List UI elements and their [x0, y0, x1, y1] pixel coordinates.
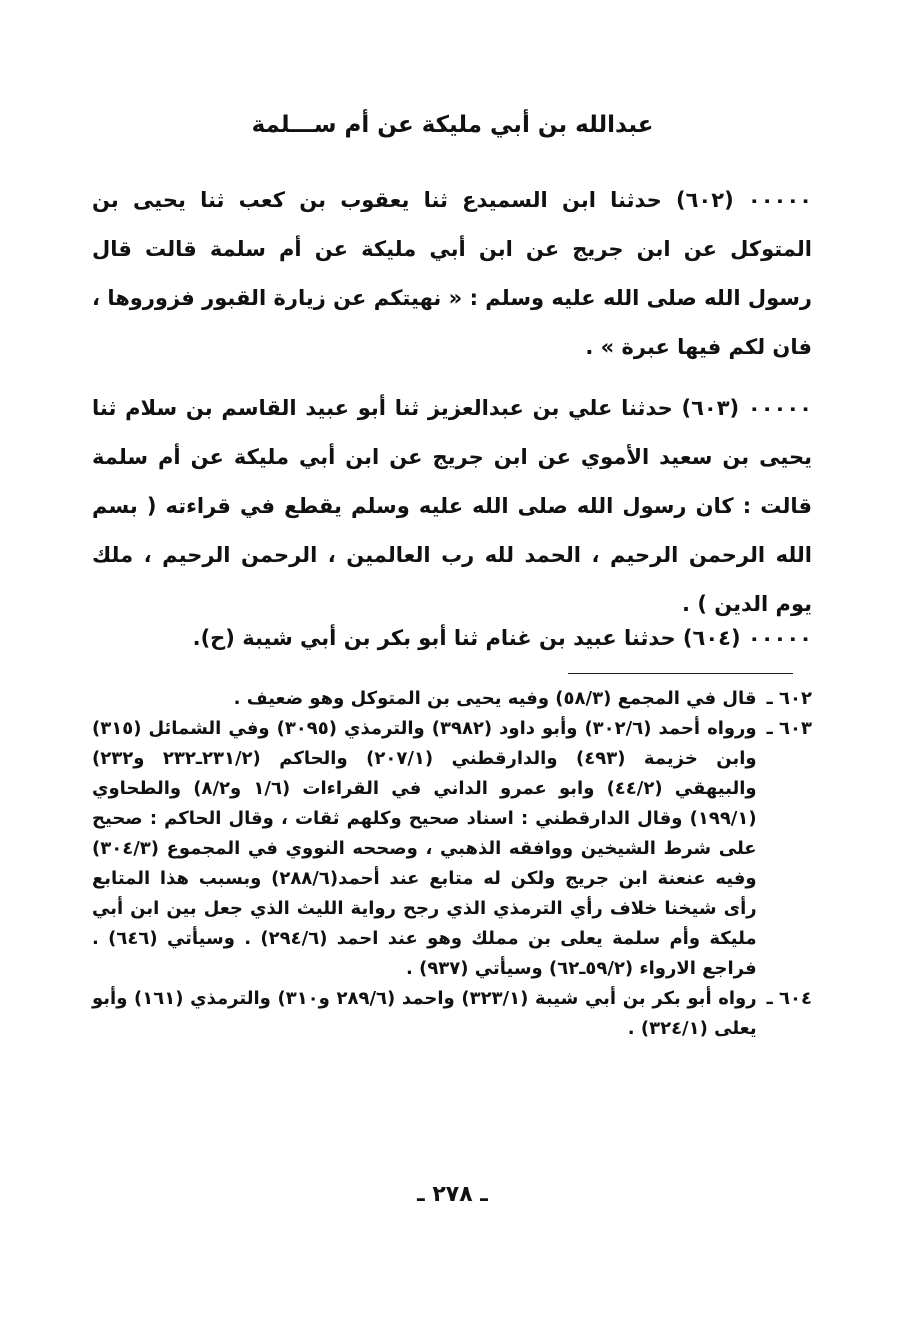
footnote-602: [92, 684, 812, 714]
footnote-text: قال في المجمع (٥٨/٣) وفيه يحيى بن المتوكل وهو ضعيف .: [233, 688, 757, 709]
footnote-number: ٦٠٢ ـ: [766, 688, 812, 709]
footnotes: [92, 684, 812, 1044]
chapter-heading: عبدالله بن أبي مليكة عن أم ســـلمة: [251, 112, 654, 138]
hadith-602: ٠٠٠٠٠ (٦٠٢) حدثنا ابن السميدع ثنا يعقوب بن كعب ثنا يحيى بن المتوكل عن ابن جريج عن ابن أبي مليكة عن أم سلمة قالت قال رسول الله صلى الله عليه وسلم : « نهيتكم عن زيارة القبور فزوروها ، فان لكم فيها عبرة » .: [92, 188, 812, 359]
footnote-divider: [568, 673, 793, 674]
footnote-603: [92, 714, 812, 984]
footnote-text: ورواه أحمد (٣٠٢/٦) وأبو داود (٣٩٨٢) والترمذي (٣٠٩٥) وفي الشمائل (٣١٥) وابن خزيمة (٤٩٣) والدارقطني (٢٠٧/١) والحاكم (٢٣١/٢ـ٢٣٢ و٢٣٢) والبيهقي (٤٤/٢) وابو عمرو الداني في القراءات (١/٦ و٨/٢) والطحاوي (١٩٩/١) وقال الدارقطني : اسناد صحيح وكلهم ثقات ، وقال الحاكم : صحيح على شرط الشيخين ووافقه الذهبي ، وصححه النووي في المجموع (٣٠٤/٣) وفيه عنعنة ابن جريج ولكن له متابع عند أحمد(٢٨٨/٦) وبسبب هذا المتابع رأى شيخنا خلاف رأي الترمذي الذي رجح رواية الليث الذي جعل بين ابن أبي مليكة وأم سلمة يعلى بن مملك وهو عند احمد (٢٩٤/٦) . وسيأتي (٦٤٦) . فراجع الارواء (٥٩/٢ـ٦٢) وسيأتي (٩٣٧) .: [92, 718, 757, 979]
footnote-604: [92, 984, 812, 1044]
footnote-number: ٦٠٣ ـ: [766, 718, 812, 739]
hadith-603: ٠٠٠٠٠ (٦٠٣) حدثنا علي بن عبدالعزيز ثنا أبو عبيد القاسم بن سلام ثنا يحيى بن سعيد الأموي عن ابن جريج عن ابن أبي مليكة عن أم سلمة قالت : كان رسول الله صلى الله عليه وسلم يقطع في قراءته ( بسم الله الرحمن الرحيم ، الحمد لله رب العالمين ، الرحمن الرحيم ، ملك يوم الدين ) .: [92, 396, 812, 616]
hadith-604: ٠٠٠٠٠ (٦٠٤) حدثنا عبيد بن غنام ثنا أبو بكر بن أبي شيبة (ح).: [192, 626, 812, 650]
page-number: ـ ٢٧٨ ـ: [417, 1182, 488, 1207]
footnote-text: رواه أبو بكر بن أبي شيبة (٣٢٣/١) واحمد (٢٨٩/٦ و٣١٠) والترمذي (١٦١) وأبو يعلى (٣٢٤/١) .: [92, 988, 757, 1039]
footnote-number: ٦٠٤ ـ: [766, 988, 812, 1009]
